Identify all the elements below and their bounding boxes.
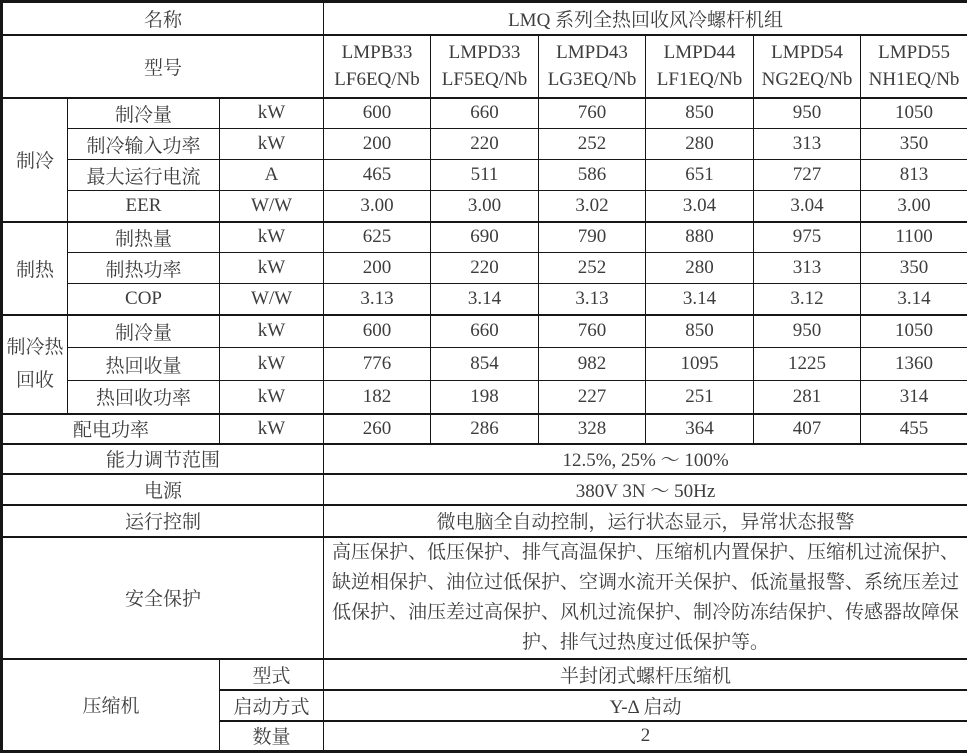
- value-cell: 280: [646, 253, 754, 284]
- model-series: LMPD55: [861, 39, 967, 66]
- unit-cell: kW: [220, 98, 324, 129]
- value-cell: 776: [324, 348, 431, 381]
- row-heating-power: [2, 253, 967, 284]
- row-compressor-type: [2, 659, 967, 690]
- value-cell: 813: [861, 160, 967, 191]
- value-cell: 220: [431, 253, 539, 284]
- param-label-cell: 型式: [220, 659, 324, 690]
- model-cell: [324, 35, 431, 98]
- value-cell: 407: [754, 414, 861, 444]
- value-cell: 950: [754, 98, 861, 129]
- model-series: LMPD33: [431, 39, 538, 66]
- param-label-cell: 配电功率: [2, 414, 220, 444]
- value-cell: 314: [861, 381, 967, 414]
- value-cell: 280: [646, 129, 754, 160]
- value-cell: 227: [539, 381, 646, 414]
- value-cell: 182: [324, 381, 431, 414]
- model-series: LMPD43: [539, 39, 645, 66]
- value-cell: 252: [539, 129, 646, 160]
- model-cell: [861, 35, 967, 98]
- value-cell: 3.14: [646, 284, 754, 315]
- param-label-cell: EER: [68, 191, 220, 222]
- row-heat-recovery-power: [2, 381, 967, 414]
- value-cell: 281: [754, 381, 861, 414]
- value-cell: 3.00: [861, 191, 967, 222]
- value-cell: 1050: [861, 98, 967, 129]
- value-cell: 600: [324, 315, 431, 348]
- model-series: LMPD44: [646, 39, 753, 66]
- value-cell: 350: [861, 253, 967, 284]
- unit-cell: kW: [220, 348, 324, 381]
- unit-cell: W/W: [220, 284, 324, 315]
- row-safety-protection: [2, 537, 967, 659]
- model-code: NH1EQ/Nb: [861, 66, 967, 93]
- model-cell: [646, 35, 754, 98]
- model-code: LF6EQ/Nb: [324, 66, 430, 93]
- row-max-current: [2, 160, 967, 191]
- row-power-supply: [2, 474, 967, 505]
- row-capacity-range: [2, 444, 967, 474]
- row-cooling-input-power: [2, 129, 967, 160]
- param-label-cell: COP: [68, 284, 220, 315]
- value-cell: 600: [324, 98, 431, 129]
- value-cell: 220: [431, 129, 539, 160]
- value-cell: 380V 3N ～ 50Hz: [324, 474, 967, 505]
- value-cell: 260: [324, 414, 431, 444]
- value-cell: 455: [861, 414, 967, 444]
- value-cell: 200: [324, 253, 431, 284]
- param-label-cell: 制冷量: [68, 98, 220, 129]
- value-cell: 1050: [861, 315, 967, 348]
- row-name: [2, 2, 967, 35]
- value-cell: 660: [431, 315, 539, 348]
- value-cell: 半封闭式螺杆压缩机: [324, 659, 967, 690]
- model-cell: [754, 35, 861, 98]
- param-label-cell: 制热量: [68, 222, 220, 253]
- unit-cell: W/W: [220, 191, 324, 222]
- row-heat-recovery-capacity: [2, 348, 967, 381]
- value-cell: 3.13: [324, 284, 431, 315]
- value-cell: 3.02: [539, 191, 646, 222]
- param-label-cell: 制冷输入功率: [68, 129, 220, 160]
- value-cell: 982: [539, 348, 646, 381]
- value-cell: 313: [754, 129, 861, 160]
- value-cell: 850: [646, 315, 754, 348]
- model-code: LG3EQ/Nb: [539, 66, 645, 93]
- value-cell: 760: [539, 315, 646, 348]
- model-code: NG2EQ/Nb: [754, 66, 860, 93]
- row-cop: [2, 284, 967, 315]
- param-label-cell: 电源: [2, 474, 324, 505]
- group-cell-heat-recovery: 制冷热回收: [2, 315, 68, 414]
- row-models: [2, 35, 967, 98]
- param-label-cell: 运行控制: [2, 505, 324, 537]
- value-cell: 625: [324, 222, 431, 253]
- unit-cell: kW: [220, 222, 324, 253]
- value-cell: 586: [539, 160, 646, 191]
- value-cell: 1095: [646, 348, 754, 381]
- param-label-cell: 安全保护: [2, 537, 324, 659]
- unit-cell: kW: [220, 253, 324, 284]
- value-cell: 3.13: [539, 284, 646, 315]
- row-hr-cooling-capacity: [2, 315, 967, 348]
- value-cell: 511: [431, 160, 539, 191]
- value-cell: 350: [861, 129, 967, 160]
- param-label-cell: 启动方式: [220, 690, 324, 721]
- value-cell: 975: [754, 222, 861, 253]
- model-series: LMPD54: [754, 39, 860, 66]
- param-label-cell: 制热功率: [68, 253, 220, 284]
- value-cell: 651: [646, 160, 754, 191]
- value-cell: 198: [431, 381, 539, 414]
- unit-cell: kW: [220, 381, 324, 414]
- param-label-cell: 制冷量: [68, 315, 220, 348]
- value-cell: 850: [646, 98, 754, 129]
- row-heating-capacity: [2, 222, 967, 253]
- value-cell: 364: [646, 414, 754, 444]
- value-cell: 12.5%, 25% ～ 100%: [324, 444, 967, 474]
- value-cell: 950: [754, 315, 861, 348]
- value-cell: 286: [431, 414, 539, 444]
- value-cell: 3.00: [324, 191, 431, 222]
- value-cell: 252: [539, 253, 646, 284]
- value-cell: 3.04: [646, 191, 754, 222]
- row-power-distribution: [2, 414, 967, 444]
- value-cell: 3.12: [754, 284, 861, 315]
- model-cell: [539, 35, 646, 98]
- unit-cell: kW: [220, 129, 324, 160]
- row-eer: [2, 191, 967, 222]
- unit-cell: kW: [220, 414, 324, 444]
- value-cell: 微电脑全自动控制，运行状态显示，异常状态报警: [324, 505, 967, 537]
- value-cell: Y-Δ 启动: [324, 690, 967, 721]
- group-cell-compressor: 压缩机: [2, 659, 220, 752]
- value-cell: 1225: [754, 348, 861, 381]
- value-cell: 313: [754, 253, 861, 284]
- value-cell: 251: [646, 381, 754, 414]
- value-cell: 854: [431, 348, 539, 381]
- row-operation-control: [2, 505, 967, 537]
- param-label-cell: 热回收量: [68, 348, 220, 381]
- group-cell-heating: 制热: [2, 222, 68, 315]
- model-label-cell: 型号: [2, 35, 324, 98]
- value-cell: 760: [539, 98, 646, 129]
- row-cooling-capacity: [2, 98, 967, 129]
- model-series: LMPB33: [324, 39, 430, 66]
- value-cell: 328: [539, 414, 646, 444]
- safety-protection-text: 高压保护、低压保护、排气高温保护、压缩机内置保护、压缩机过流保护、缺逆相保护、油位过低保护、空调水流开关保护、低流量报警、系统压差过低保护、油压差过高保护、风机过流保护、制冷防冻结保护、传感器故障保护、排气过热度过低保护等。: [324, 537, 967, 659]
- param-label-cell: 数量: [220, 721, 324, 752]
- value-cell: 2: [324, 721, 967, 752]
- value-cell: 200: [324, 129, 431, 160]
- model-cell: [431, 35, 539, 98]
- unit-cell: A: [220, 160, 324, 191]
- unit-cell: kW: [220, 315, 324, 348]
- value-cell: 3.04: [754, 191, 861, 222]
- param-label-cell: 能力调节范围: [2, 444, 324, 474]
- model-code: LF1EQ/Nb: [646, 66, 753, 93]
- value-cell: 1100: [861, 222, 967, 253]
- value-cell: 1360: [861, 348, 967, 381]
- value-cell: 690: [431, 222, 539, 253]
- value-cell: 880: [646, 222, 754, 253]
- param-label-cell: 热回收功率: [68, 381, 220, 414]
- value-cell: 465: [324, 160, 431, 191]
- value-cell: 790: [539, 222, 646, 253]
- value-cell: 3.14: [861, 284, 967, 315]
- group-cell-cooling: 制冷: [2, 98, 68, 222]
- param-label-cell: 最大运行电流: [68, 160, 220, 191]
- value-cell: 3.00: [431, 191, 539, 222]
- value-cell: 3.14: [431, 284, 539, 315]
- model-code: LF5EQ/Nb: [431, 66, 538, 93]
- value-cell: 660: [431, 98, 539, 129]
- name-value-cell: LMQ 系列全热回收风冷螺杆机组: [324, 2, 967, 35]
- name-label-cell: 名称: [2, 2, 324, 35]
- value-cell: 727: [754, 160, 861, 191]
